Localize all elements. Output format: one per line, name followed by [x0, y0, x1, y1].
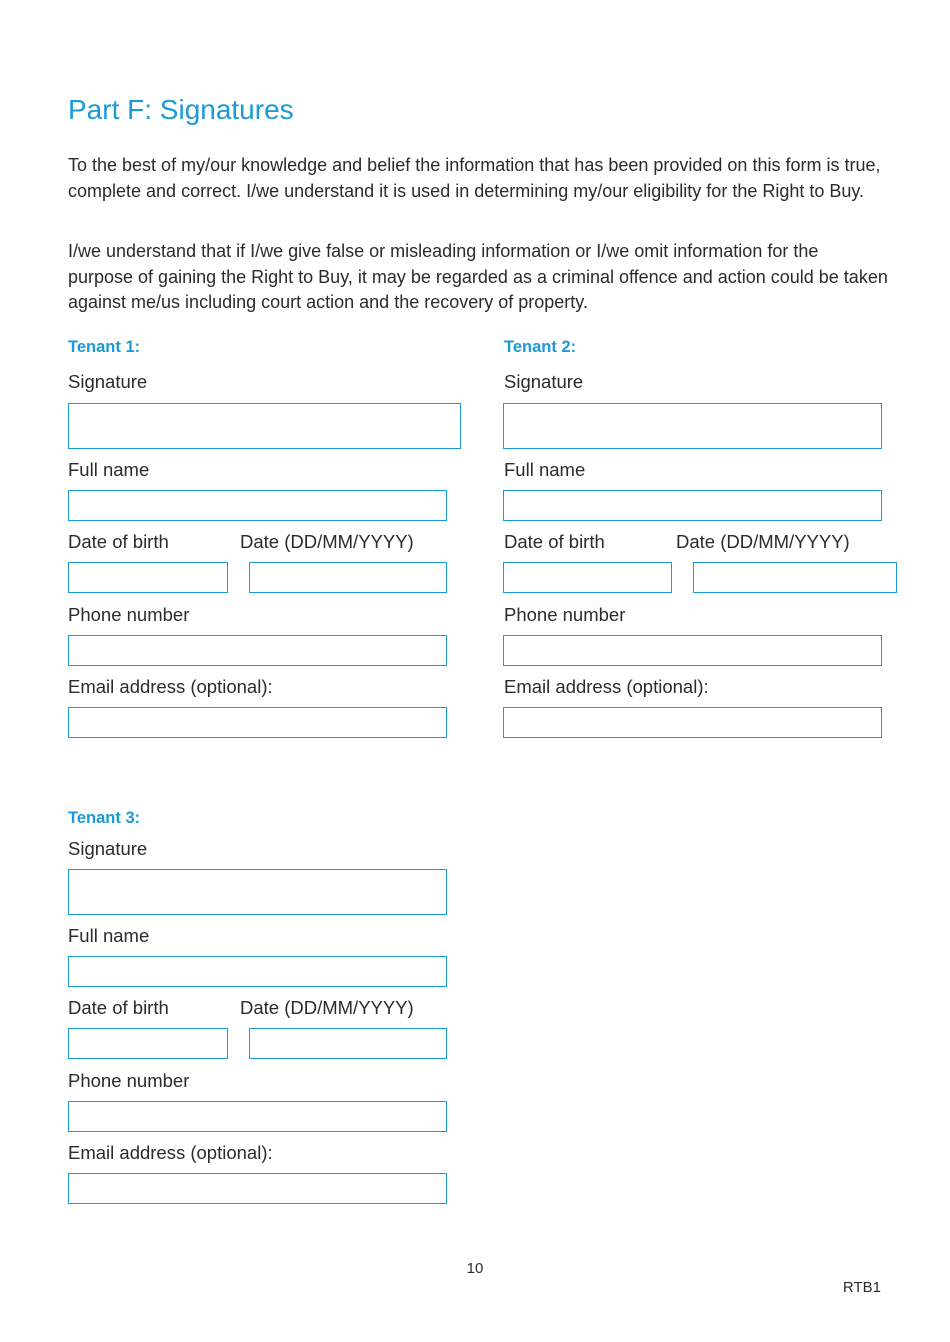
tenant-1-full-name-input[interactable] [68, 490, 447, 521]
tenant-2-signature-label: Signature [504, 371, 584, 392]
tenant-3-date-label: Date (DD/MM/YYYY) [240, 997, 414, 1018]
tenant-3-signature-field[interactable] [68, 869, 447, 915]
tenant-3-phone-input[interactable] [68, 1101, 447, 1132]
tenant-2-full-name-label: Full name [504, 459, 586, 480]
tenant-1-date-input[interactable] [249, 562, 447, 593]
tenant-2-email-input[interactable] [503, 707, 882, 738]
tenant-1-signature-field[interactable] [68, 403, 461, 449]
tenant-1-date-label: Date (DD/MM/YYYY) [240, 531, 414, 552]
tenant-3-full-name-label: Full name [68, 925, 150, 946]
tenant-2-phone-input[interactable] [503, 635, 882, 666]
tenant-3-email-input[interactable] [68, 1173, 447, 1204]
tenant-2-phone-label: Phone number [504, 604, 626, 625]
tenant-3-dob-input[interactable] [68, 1028, 228, 1059]
tenant-1-dob-input[interactable] [68, 562, 228, 593]
tenant-3-phone-label: Phone number [68, 1070, 190, 1091]
tenant-1-signature-label: Signature [68, 371, 148, 392]
tenant-2-dob-label: Date of birth [504, 531, 605, 552]
page-number: 10 [466, 1260, 484, 1277]
tenant-1-phone-input[interactable] [68, 635, 447, 666]
tenant-3-heading: Tenant 3: [68, 809, 141, 827]
tenant-1-email-label: Email address (optional): [68, 676, 273, 697]
tenant-2-date-label: Date (DD/MM/YYYY) [676, 531, 850, 552]
tenant-3-email-label: Email address (optional): [68, 1142, 273, 1163]
tenant-2-dob-input[interactable] [503, 562, 672, 593]
tenant-2-signature-field[interactable] [503, 403, 882, 449]
tenant-2-date-input[interactable] [693, 562, 897, 593]
tenant-2-heading: Tenant 2: [504, 338, 577, 356]
tenant-1-email-input[interactable] [68, 707, 447, 738]
tenant-1-phone-label: Phone number [68, 604, 190, 625]
tenant-2-full-name-input[interactable] [503, 490, 882, 521]
page-title: Part F: Signatures [68, 94, 294, 125]
tenant-3-signature-label: Signature [68, 838, 148, 859]
tenant-3-date-input[interactable] [249, 1028, 447, 1059]
tenant-1-heading: Tenant 1: [68, 338, 141, 356]
tenant-1-dob-label: Date of birth [68, 531, 169, 552]
declaration-paragraph-1: To the best of my/our knowledge and belief the information that has been provided on this form is true, complete and correct. I/we understand it is used in determining my/our eligibility for the Right to Buy. [68, 155, 881, 201]
tenant-3-dob-label: Date of birth [68, 997, 169, 1018]
tenant-3-full-name-input[interactable] [68, 956, 447, 987]
tenant-1-full-name-label: Full name [68, 459, 150, 480]
tenant-2-email-label: Email address (optional): [504, 676, 709, 697]
declaration-paragraph-2: I/we understand that if I/we give false or misleading information or I/we omit information for the purpose of gaining the Right to Buy, it may be regarded as a criminal offence and action could be taken against me/us including court action and the recovery of property. [68, 241, 888, 312]
form-code: RTB1 [842, 1279, 881, 1296]
